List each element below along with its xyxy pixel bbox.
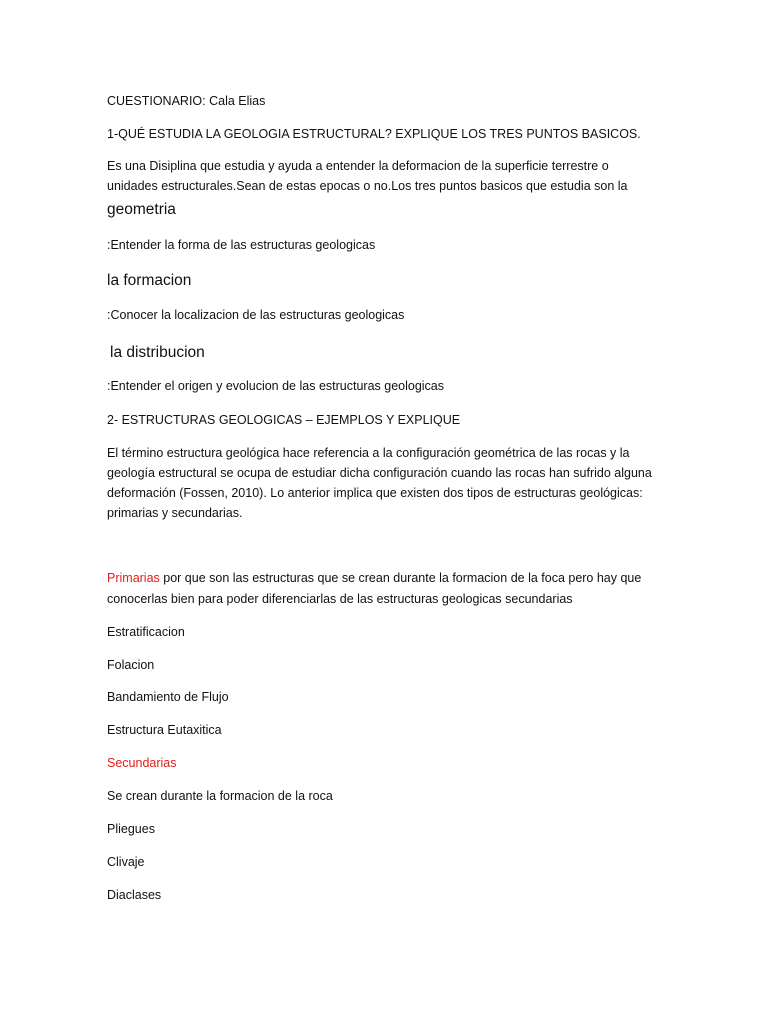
point-text-distribucion: :Entender el origen y evolucion de las estructuras geologicas xyxy=(107,379,445,393)
question-1: 1-QUÉ ESTUDIA LA GEOLOGIA ESTRUCTURAL? EXPLIQUE LOS TRES PUNTOS BASICOS. xyxy=(107,127,641,141)
list-item-primarias: Folacion xyxy=(107,658,155,672)
secundarias-description: Se crean durante la formacion de la roca xyxy=(107,789,333,803)
list-item-primarias: Estratificacion xyxy=(107,625,185,639)
point-heading-formacion: la formacion xyxy=(107,272,192,289)
list-item-secundarias: Pliegues xyxy=(107,822,155,836)
answer-1-line-1: Es una Disiplina que estudia y ayuda a entender la deformacion de la superficie terrestre o xyxy=(107,159,609,173)
secundarias-label: Secundarias xyxy=(107,756,177,770)
answer-2-line-3: deformación (Fossen, 2010). Lo anterior implica que existen dos tipos de estructuras geológicas: xyxy=(107,486,643,500)
point-text-geometria: :Entender la forma de las estructuras geologicas xyxy=(107,238,376,252)
point-heading-distribucion: la distribucion xyxy=(110,344,205,361)
primarias-paragraph-line-2: conocerlas bien para poder diferenciarlas de las estructuras geologicas secundarias xyxy=(107,592,573,606)
answer-1-line-2: unidades estructurales.Sean de estas epocas o no.Los tres puntos basicos que estudia son la xyxy=(107,179,628,193)
point-heading-geometria: geometria xyxy=(107,201,176,218)
answer-2-line-4: primarias y secundarias. xyxy=(107,506,243,520)
point-text-formacion: :Conocer la localizacion de las estructuras geologicas xyxy=(107,308,405,322)
list-item-primarias: Estructura Eutaxitica xyxy=(107,723,222,737)
question-2: 2- ESTRUCTURAS GEOLOGICAS – EJEMPLOS Y EXPLIQUE xyxy=(107,413,461,427)
list-item-primarias: Bandamiento de Flujo xyxy=(107,690,229,704)
list-item-secundarias: Clivaje xyxy=(107,855,145,869)
answer-2-line-1: El término estructura geológica hace referencia a la configuración geométrica de las rocas y la xyxy=(107,446,630,460)
primarias-paragraph-line-1 xyxy=(107,569,641,588)
primarias-description: por que son las estructuras que se crean durante la formacion de la foca pero hay que xyxy=(159,571,642,585)
answer-2-line-2: geología estructural se ocupa de estudiar dicha configuración cuando las rocas han sufrido alguna xyxy=(107,466,652,480)
primarias-label: Primarias xyxy=(107,571,160,585)
list-item-secundarias: Diaclases xyxy=(107,888,162,902)
document-title: CUESTIONARIO: Cala Elias xyxy=(107,94,266,108)
